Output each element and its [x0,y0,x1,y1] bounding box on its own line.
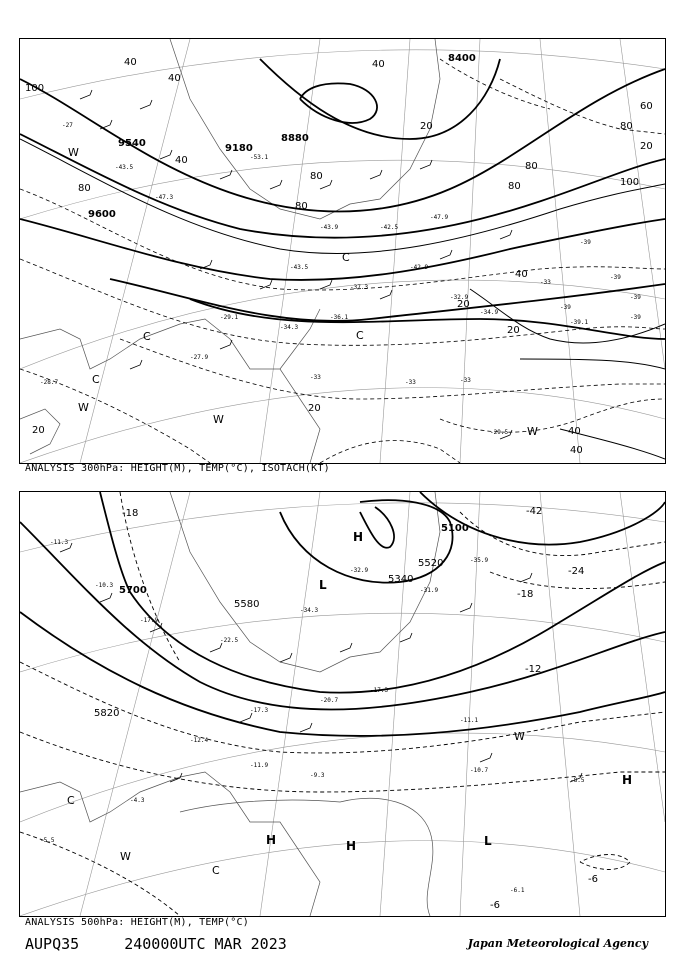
warm-mark: W [68,146,79,159]
isotach-label: 60 [640,101,653,112]
svg-text:-17.3: -17.3 [250,707,269,714]
svg-text:-27.9: -27.9 [190,354,209,361]
high-center: H [622,773,633,787]
svg-text:-42.9: -42.9 [410,264,429,271]
cold-mark: C [342,251,350,264]
svg-text:-43.5: -43.5 [115,164,134,171]
svg-text:-12.4: -12.4 [190,737,209,744]
svg-text:-20.7: -20.7 [320,697,339,704]
svg-text:-11.3: -11.3 [50,539,69,546]
svg-text:-43.9: -43.9 [320,224,339,231]
cold-mark: C [143,330,151,343]
caption-500hpa: ANALYSIS 500hPa: HEIGHT(M), TEMP(°C) [25,917,249,928]
isotach-label: 80 [508,181,521,192]
high-center: H [266,833,277,847]
height-label: 9540 [118,138,146,149]
isotach-label: 80 [295,201,308,212]
svg-text:-28.7: -28.7 [40,379,59,386]
svg-text:-36.1: -36.1 [330,314,349,321]
isotach-label: 100 [25,83,45,94]
warm-mark: W [78,401,89,414]
isotach-labels [25,57,653,456]
temp-label: -33 [540,279,551,286]
temp-label: -42 [526,506,543,517]
temp-label: -39 [630,314,641,321]
temp-label: -18 [517,589,534,600]
height-contours [20,492,665,736]
svg-text:-29.5: -29.5 [490,429,509,436]
chart-500hpa-map [20,492,665,916]
height-labels [88,53,476,220]
height-label: 9180 [225,143,253,154]
temp-labels [310,239,641,386]
height-label: 5340 [388,574,414,585]
isotach-label: 40 [372,59,385,70]
temp-label: -33 [310,374,321,381]
height-contours [20,59,665,339]
isotach-label: 40 [124,57,137,68]
temp-label: -24 [568,566,585,577]
temp-label: -6 [588,874,598,885]
height-label: 5820 [94,708,120,719]
isotach-label: 20 [507,325,520,336]
cold-mark: C [92,373,100,386]
height-label: 9600 [88,209,116,220]
isotach-label: 20 [32,425,45,436]
svg-text:-10.3: -10.3 [95,582,114,589]
svg-text:-37.3: -37.3 [350,284,369,291]
svg-text:-8.5: -8.5 [570,777,585,784]
high-center: H [353,530,364,544]
svg-text:-47.3: -47.3 [155,194,174,201]
temp-label: -18 [122,508,139,519]
svg-text:-34.3: -34.3 [300,607,319,614]
temp-label: -33 [405,379,416,386]
isotach-label: 20 [457,299,470,310]
coastline [20,492,440,916]
isotach-label: 40 [570,445,583,456]
isotach-label: 20 [308,403,321,414]
svg-text:-35.9: -35.9 [470,557,489,564]
svg-text:-39.1: -39.1 [570,319,589,326]
temp-label: -33 [460,377,471,384]
height-label: 5580 [234,599,260,610]
temp-label: -6 [490,900,500,911]
cold-mark: C [67,794,75,807]
svg-text:-34.3: -34.3 [280,324,299,331]
isotach-label: 40 [168,73,181,84]
isotach-label: 80 [620,121,633,132]
svg-text:-10.7: -10.7 [470,767,489,774]
temp-label: -39 [630,294,641,301]
chart-footer [25,935,323,953]
svg-text:-9.3: -9.3 [310,772,325,779]
isotach-label: 80 [525,161,538,172]
warm-mark: W [514,730,525,743]
svg-text:-31.9: -31.9 [420,587,439,594]
isotach-label: 40 [175,155,188,166]
bulletin-code: AUPQ35 [25,935,80,953]
isotach-label: 100 [620,177,640,188]
height-label: 5700 [119,585,147,596]
svg-text:-17.3: -17.3 [370,687,389,694]
svg-text:-11.9: -11.9 [250,762,269,769]
svg-text:-5.5: -5.5 [40,837,55,844]
warm-mark: W [120,850,131,863]
svg-text:-42.5: -42.5 [380,224,399,231]
temp-label: -39 [560,304,571,311]
svg-text:-6.1: -6.1 [510,887,525,894]
svg-text:-32.9: -32.9 [450,294,469,301]
temp-label: -39 [610,274,621,281]
svg-text:-22.5: -22.5 [220,637,239,644]
svg-text:-34.9: -34.9 [480,309,499,316]
isotach-label: 80 [78,183,91,194]
chart-500hpa [19,491,666,917]
isotachs [20,139,665,459]
svg-text:-29.1: -29.1 [220,314,239,321]
valid-time: 240000UTC MAR 2023 [124,935,287,953]
height-label: 5100 [441,523,469,534]
caption-300hpa: ANALYSIS 300hPa: HEIGHT(M), TEMP(°C), ISOTACH(KT) [25,463,330,474]
isotach-label: 20 [420,121,433,132]
cold-mark: C [212,864,220,877]
svg-text:-4.3: -4.3 [130,797,145,804]
cold-mark: C [356,329,364,342]
isotach-label: 40 [568,426,581,437]
isotach-label: 80 [310,171,323,182]
height-label: 8880 [281,133,309,144]
height-label: 5520 [418,558,444,569]
temp-label: -12 [525,664,542,675]
temp-label: -39 [580,239,591,246]
isotach-label: 40 [515,269,528,280]
svg-text:-43.5: -43.5 [290,264,309,271]
high-center: H [346,839,357,853]
svg-text:-11.1: -11.1 [460,717,479,724]
chart-300hpa-map [20,39,665,463]
warm-mark: W [527,425,538,438]
svg-text:-17.9: -17.9 [140,617,159,624]
svg-text:-32.9: -32.9 [350,567,369,574]
low-center: L [484,834,492,848]
chart-300hpa [19,38,666,464]
svg-text:-53.1: -53.1 [250,154,269,161]
warm-mark: W [213,413,224,426]
low-center: L [319,578,327,592]
isotach-label: 20 [640,141,653,152]
svg-text:-27: -27 [62,122,73,129]
svg-text:-47.9: -47.9 [430,214,449,221]
agency-name: Japan Meteorological Agency [467,937,648,950]
height-label: 8400 [448,53,476,64]
